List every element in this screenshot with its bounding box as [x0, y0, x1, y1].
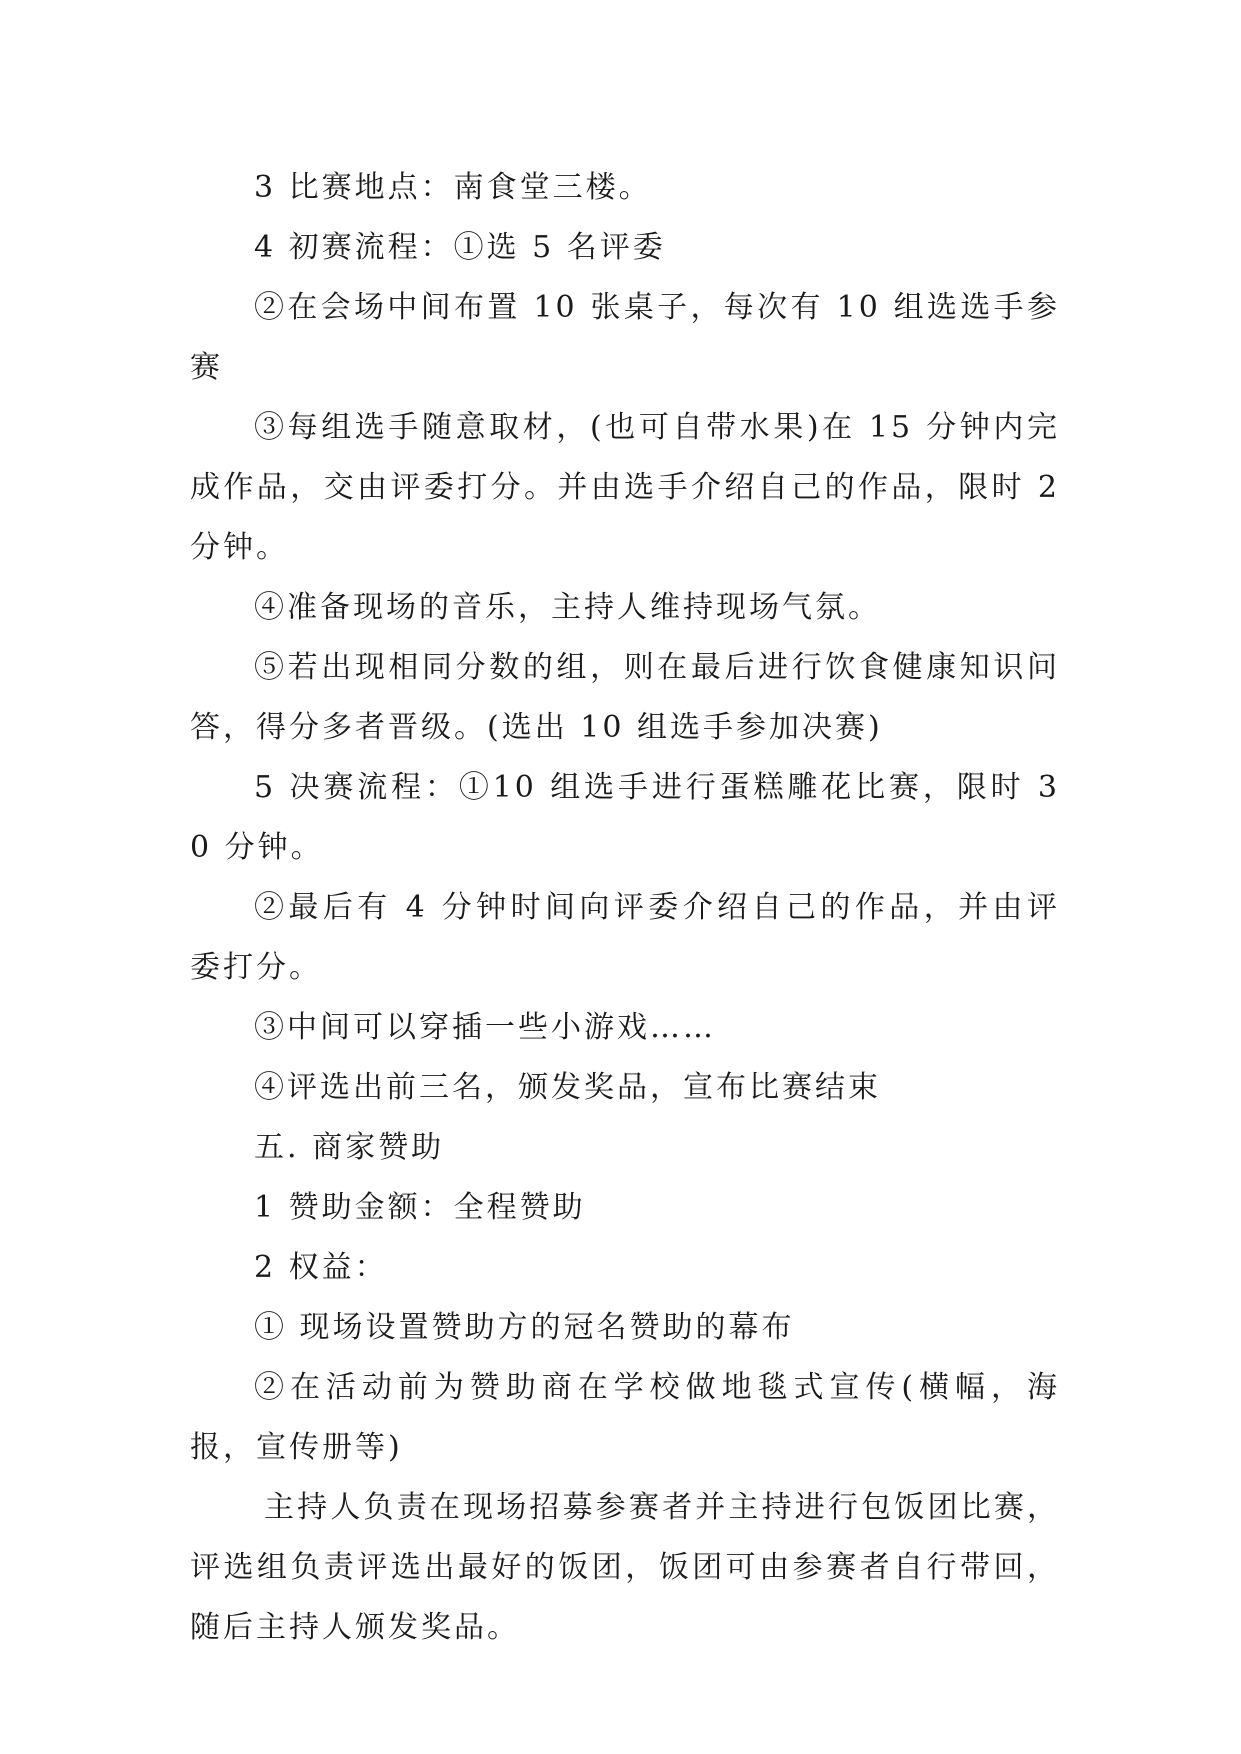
paragraph-sponsor-banner: ① 现场设置赞助方的冠名赞助的幕布 [254, 1310, 795, 1345]
paragraph-prelim-music: ④准备现场的音乐，主持人维持现场气氛。 [254, 590, 881, 625]
section-heading-sponsorship: 五. 商家赞助 [254, 1130, 445, 1165]
paragraph-prelim-tiebreak: ⑤若出现相同分数的组，则在最后进行饮食健康知识问答，得分多者晋级。(选出 10 组选手参加决赛) [190, 650, 1060, 745]
paragraph-prelim-tables: ②在会场中间布置 10 张桌子，每次有 10 组选选手参赛 [190, 290, 1060, 385]
paragraph-final-games: ③中间可以穿插一些小游戏…… [254, 1010, 716, 1045]
paragraph-prelim-process: 4 初赛流程：①选 5 名评委 [254, 230, 666, 265]
paragraph-final-awards: ④评选出前三名，颁发奖品，宣布比赛结束 [254, 1070, 881, 1105]
paragraph-final-presentation: ②最后有 4 分钟时间向评委介绍自己的作品，并由评委打分。 [190, 890, 1060, 985]
paragraph-sponsor-amount: 1 赞助金额：全程赞助 [254, 1190, 586, 1225]
paragraph-host-duties: 主持人负责在现场招募参赛者并主持进行包饭团比赛，评选组负责评选出最好的饭团，饭团可由参赛者自行带回，随后主持人颁发奖品。 [190, 1490, 1060, 1645]
document-body [190, 158, 1060, 1658]
paragraph-final-process: 5 决赛流程：①10 组选手进行蛋糕雕花比赛，限时 30 分钟。 [190, 770, 1060, 865]
paragraph-prelim-materials: ③每组选手随意取材，(也可自带水果)在 15 分钟内完成作品，交由评委打分。并由选手介绍自己的作品，限时 2 分钟。 [190, 410, 1060, 565]
paragraph-sponsor-rights: 2 权益： [254, 1250, 388, 1285]
paragraph-sponsor-promotion: ②在活动前为赞助商在学校做地毯式宣传(横幅，海报，宣传册等) [190, 1370, 1060, 1465]
paragraph-venue: 3 比赛地点：南食堂三楼。 [254, 170, 652, 205]
